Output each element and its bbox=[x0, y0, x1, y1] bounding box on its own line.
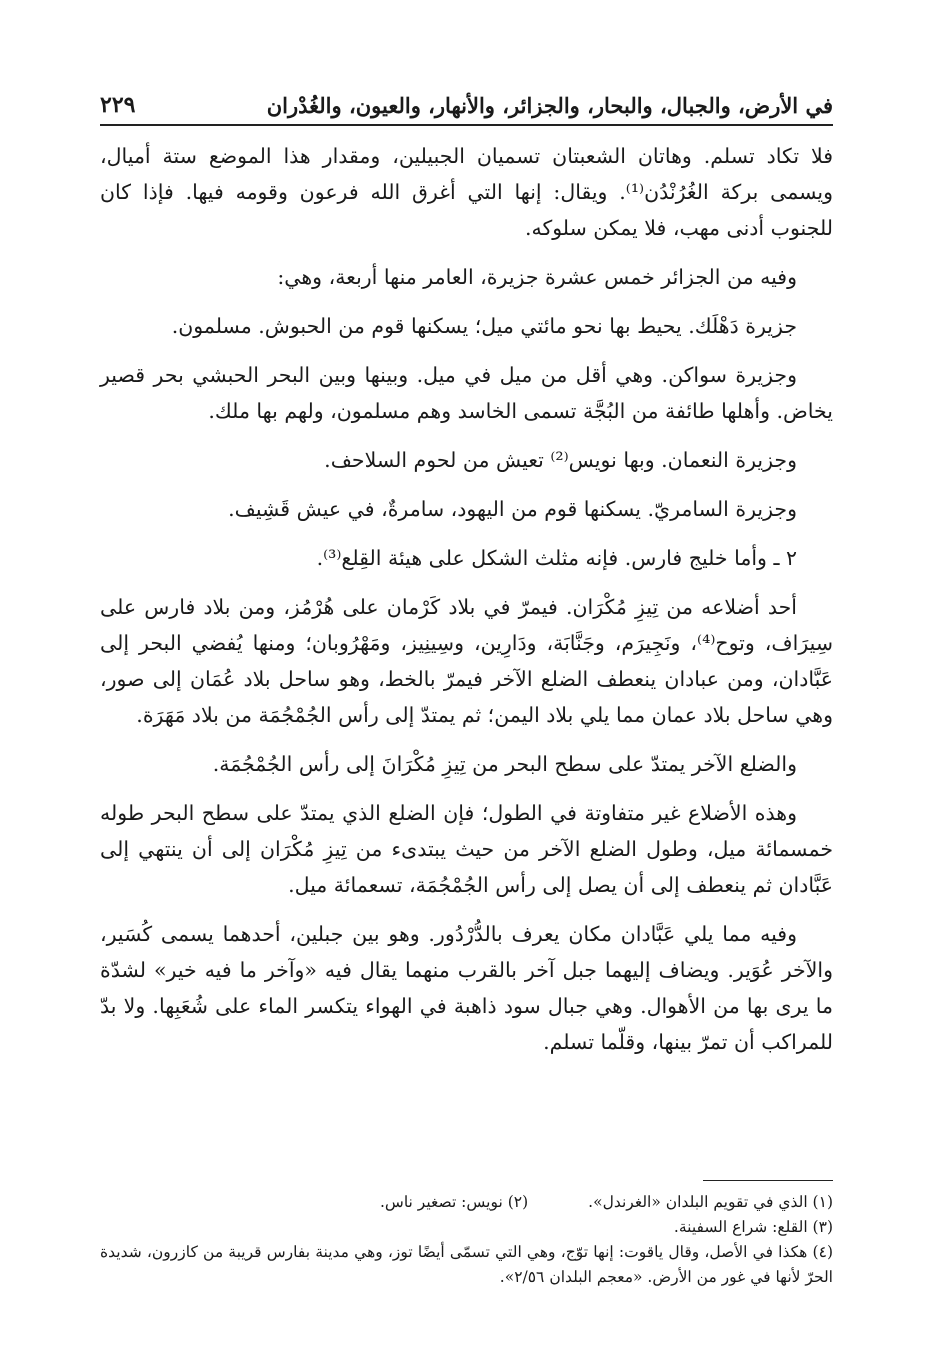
paragraph: جزيرة دَهْلَك. يحيط بها نحو مائتي ميل؛ يسكنها قوم من الحبوش. مسلمون. bbox=[171, 314, 797, 338]
paragraph: فلا تكاد تسلم. وهاتان الشعبتان تسميان الجبيلين، ومقدار هذا الموضع ستة أميال، ويسمى بركة الغُرُنْدُن⁽¹⁾. ويقال: إنها التي أغرق الله فرعون وقومه فيها. فإذا كان للجنوب أدنى مهب، فلا يمكن سلوكه. bbox=[100, 144, 833, 240]
running-header bbox=[100, 84, 833, 118]
paragraph: وجزيرة النعمان. وبها نويس⁽²⁾ تعيش من لحوم السلاحف. bbox=[324, 448, 797, 472]
paragraph: ٢ ـ وأما خليج فارس. فإنه مثلث الشكل على هيئة القِلع⁽³⁾. bbox=[316, 546, 797, 570]
paragraph: وفيه مما يلي عَبَّادان مكان يعرف بالدُّرْدُور. وهو بين جبلين، أحدهما يسمى كُسَير، والآخر عُوَير. ويضاف إليهما جبل آخر بالقرب منهما يقال فيه «وآخر ما فيه خير» لشدّة ما يرى بها من الأهوال. وهي جبال سود ذاهبة في الهواء يتكسر الماء على شُعَبِها. ولا بدّ للمراكب أن تمرّ بينها، وقلّما تسلم. bbox=[100, 922, 833, 1054]
paragraph: أحد أضلاعه من تِيزِ مُكْرَان. فيمرّ في بلاد كَرْمان على هُرْمُز، ومن بلاد فارس على سِيرَاف، وتوح⁽⁴⁾، ونَجِيرَم، وجَنَّابَة، ودَارِين، وسِينِيز، ومَهْرُوبان؛ ومنها يُفضي البحر إلى عَبَّادان، ومن عبادان ينعطف الضلع الآخر فيمرّ بالخط، وهو ساحل بلاد عُمَان إلى صور، وهي ساحل بلاد عمان مما يلي بلاد اليمن؛ ثم يمتدّ إلى رأس الجُمْجُمَة من بلاد مَهَرَة. bbox=[100, 595, 834, 727]
footnote-row bbox=[100, 1190, 833, 1215]
footnote-rule bbox=[703, 1180, 833, 1181]
page-number: ٢٢٩ bbox=[100, 92, 136, 118]
header-rule bbox=[100, 124, 833, 126]
body-text bbox=[100, 138, 833, 1073]
footnote-3: (٣) القلع: شراع السفينة. bbox=[673, 1218, 833, 1236]
running-title: في الأرض، والجبال، والبحار، والجزائر، والأنهار، والعيون، والغُدْران bbox=[266, 93, 833, 118]
paragraph: والضلع الآخر يمتدّ على سطح البحر من تِيزِ مُكْرَانَ إلى رأس الجُمْجُمَة. bbox=[212, 752, 797, 776]
paragraph: وهذه الأضلاع غير متفاوتة في الطول؛ فإن الضلع الذي يمتدّ على سطح البحر طوله خمسمائة ميل، وطول الضلع الآخر من حيث يبتدىء من تِيزِ مُكْرَان إلى أن ينتهي إلى عَبَّادان ثم ينعطف إلى أن يصل إلى رأس الجُمْجُمَة، تسعمائة ميل. bbox=[100, 801, 833, 897]
footnotes bbox=[100, 1190, 833, 1290]
paragraph: وفيه من الجزائر خمس عشرة جزيرة، العامر منها أربعة، وهي: bbox=[277, 265, 797, 289]
paragraph: وجزيرة سواكن. وهي أقل من ميل في ميل. وبينها وبين البحر الحبشي بحر قصير يخاض. وأهلها طائفة من البُجَّة تسمى الخاسد وهم مسلمون، ولهم بها ملك. bbox=[100, 363, 833, 423]
footnote-4: (٤) هكذا في الأصل، وقال ياقوت: إنها توّج، وهي التي تسمّى أيضًا توز، وهي مدينة بفارس قريبة من كازرون، شديدة الحرّ لأنها في غور من الأرض. «معجم البلدان ٢/٥٦». bbox=[100, 1243, 833, 1286]
footnote-2: (٢) نويس: تصغير ناس. bbox=[379, 1193, 529, 1211]
footnote-1: (١) الذي في تقويم البلدان «الغرندل». bbox=[588, 1193, 833, 1211]
paragraph: وجزيرة السامريّ. يسكنها قوم من اليهود، سامرةٌ، في عيش قَشِيف. bbox=[228, 497, 797, 521]
